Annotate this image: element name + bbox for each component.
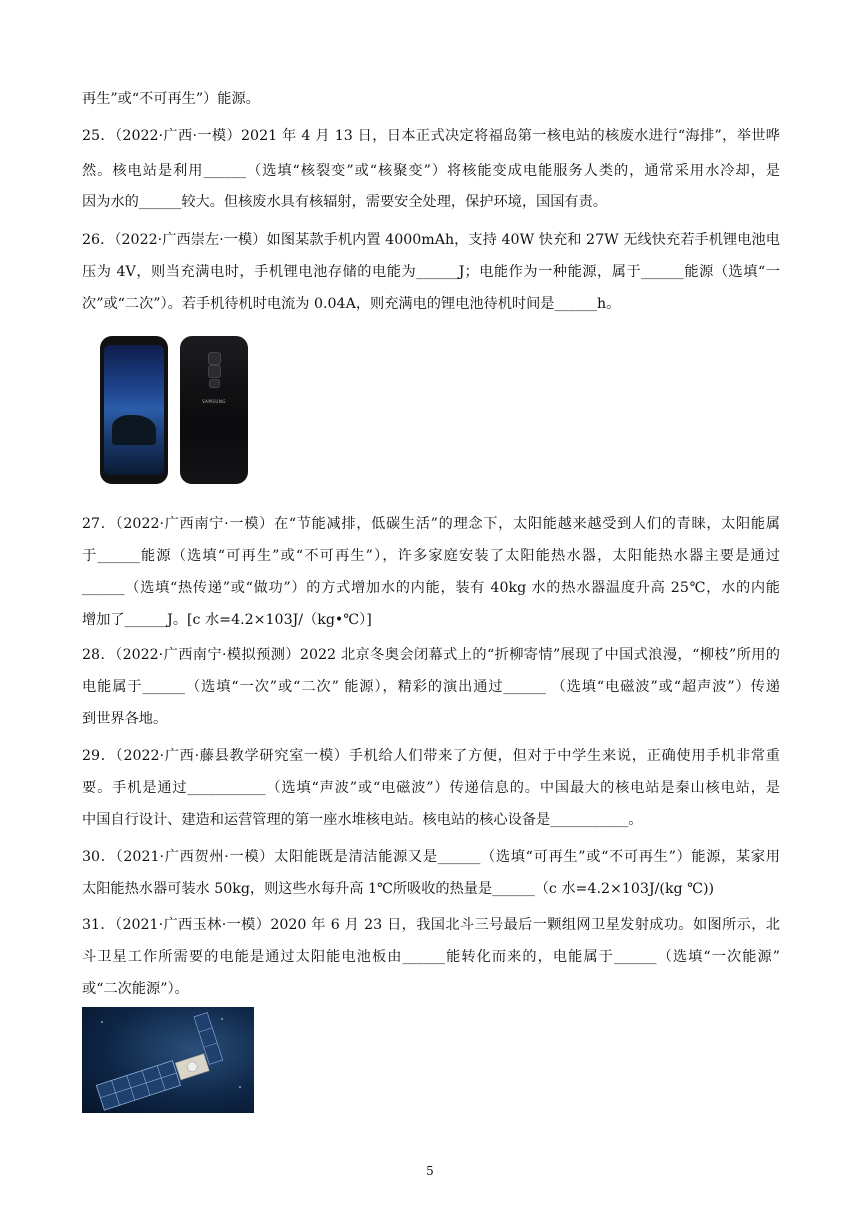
- text-line: 压为 4V，则当充满电时，手机锂电池存储的电能为______J；电能作为一种能源，属于______能源（选填“一: [82, 264, 780, 280]
- text-line: 要。手机是通过___________（选填“声波”或“电磁波”）传递信息的。中国最大的核电站是秦山核电站，是: [82, 780, 780, 796]
- phone-figure: [96, 332, 256, 487]
- text-line: 然。核电站是利用______（选填“核裂变”或“核聚变”）将核能变成电能服务人类的，通常采用水冷却，是: [82, 163, 780, 179]
- question-27: 27．（2022·广西南宁·一模）在“节能减排，低碳生活”的理念下，太阳能越来越受到人们的青睐，太阳能属: [82, 516, 780, 532]
- question-30: 30．（2021·广西贺州·一模）太阳能既是清洁能源又是______（选填“可再生”或“不可再生”）能源，某家用: [82, 849, 780, 865]
- question-28: 28．（2022·广西南宁·模拟预测）2022 北京冬奥会闭幕式上的“折柳寄情”展现了中国式浪漫，“柳枝”所用的: [82, 647, 780, 663]
- phone-front-image: [100, 336, 168, 484]
- text-line: 斗卫星工作所需要的电能是通过太阳能电池板由______能转化而来的，电能属于______（选填“一次能源”: [82, 949, 780, 965]
- text-line: ______（选填“热传递”或“做功”）的方式增加水的内能，装有 40kg 水的热水器温度升高 25℃，水的内能: [82, 580, 780, 596]
- text-line: 次”或“二次”）。若手机待机时电流为 0.04A，则充满电的锂电池待机时间是______h。: [82, 296, 621, 312]
- question-25: 25．（2022·广西·一模）2021 年 4 月 13 日，日本正式决定将福岛第一核电站的核废水进行“海排”，举世哗: [82, 128, 780, 144]
- question-26: 26．（2022·广西崇左·一模）如图某款手机内置 4000mAh，支持 40W 快充和 27W 无线快充若手机锂电池电: [82, 232, 780, 248]
- text-line: 中国自行设计、建造和运营管理的第一座水堆核电站。核电站的核心设备是___________。: [82, 812, 643, 828]
- phone-brand-label: SAMSUNG: [202, 399, 226, 404]
- text-line: 到世界各地。: [82, 711, 168, 727]
- text-line: 再生”或“不可再生”）能源。: [82, 91, 260, 107]
- question-31: 31．（2021·广西玉林·一模）2020 年 6 月 23 日，我国北斗三号最后一颗组网卫星发射成功。如图所示，北: [82, 917, 780, 933]
- text-line: 增加了______J。[c 水=4.2×103J/（kg•℃）]: [82, 612, 372, 628]
- question-29: 29．（2022·广西·藤县教学研究室一模）手机给人们带来了方便，但对于中学生来说，正确使用手机非常重: [82, 748, 780, 764]
- phone-back-image: [180, 336, 248, 484]
- text-line: 因为水的______较大。但核废水具有核辐射，需要安全处理，保护环境，国国有责。: [82, 194, 607, 210]
- page-number: 5: [426, 1164, 434, 1178]
- text-line: 电能属于______（选填“一次”或“二次” 能源），精彩的演出通过______ （选填“电磁波”或“超声波”）传递: [82, 679, 780, 695]
- text-line: 于______能源（选填“可再生”或“不可再生”），许多家庭安装了太阳能热水器，太阳能热水器主要是通过: [82, 548, 780, 564]
- text-line: 太阳能热水器可装水 50kg，则这些水每升高 1℃所吸收的热量是______（c 水=4.2×103J/(kg ℃)): [82, 881, 715, 897]
- satellite-image: [82, 1007, 254, 1113]
- text-line: 或“二次能源”）。: [82, 981, 189, 997]
